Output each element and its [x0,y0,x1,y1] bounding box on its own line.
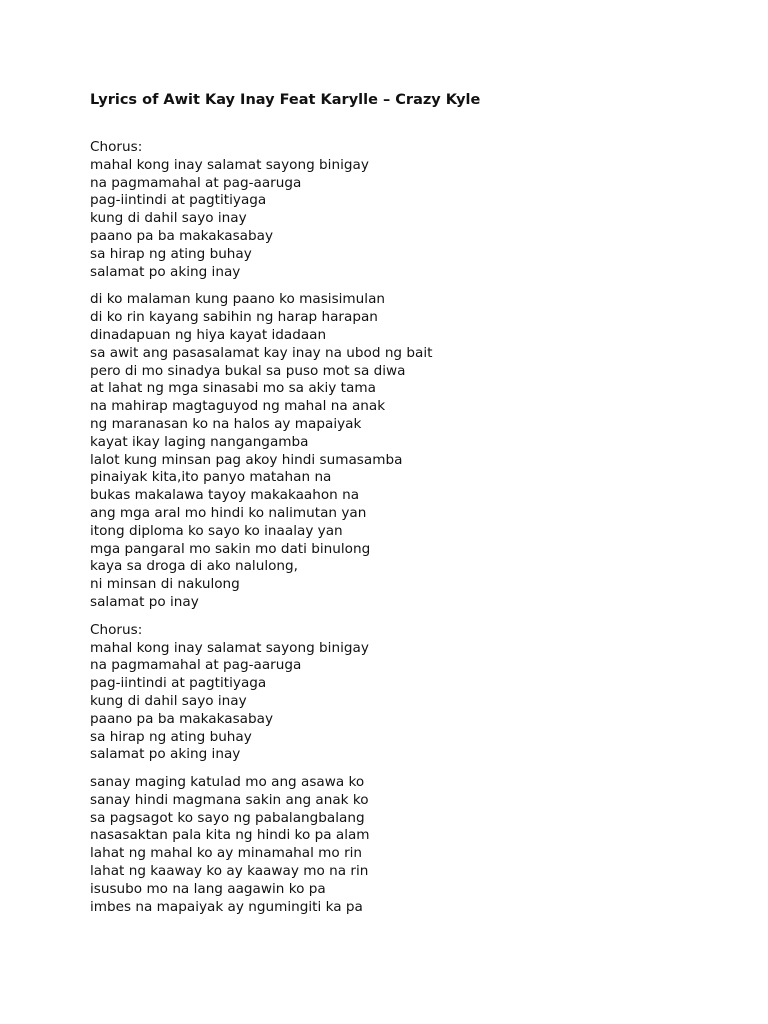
lyric-line: Chorus: [90,139,143,155]
lyrics-section-verse-1 [90,291,730,611]
lyric-line: sa pagsagot ko sayo ng pabalangbalang [90,809,365,826]
lyric-line: kung di dahil sayo inay [90,692,247,709]
document-title: Lyrics of Awit Kay Inay Feat Karylle – Crazy Kyle [90,92,481,108]
lyric-line: kung di dahil sayo inay [90,210,247,227]
lyrics-section-verse-2 [90,774,730,916]
lyric-line: na mahirap magtaguyod ng mahal na anak [90,398,386,415]
lyric-line: lahat ng mahal ko ay minamahal mo rin [90,845,363,862]
lyric-line: lalot kung minsan pag akoy hindi sumasamba [90,451,403,468]
lyric-line: lahat ng kaaway ko ay kaaway mo na rin [90,863,369,880]
lyric-line: imbes na mapaiyak ay ngumingiti ka pa [90,898,363,915]
lyric-line: isusubo mo na lang aagawin ko pa [90,880,326,897]
lyric-line: at lahat ng mga sinasabi mo sa akiy tama [90,380,376,397]
lyric-line: kayat ikay laging nangangamba [90,433,309,450]
lyric-line: di ko rin kayang sabihin ng harap harapan [90,309,378,326]
lyric-line: pag-iintindi at pagtitiyaga [90,192,267,209]
lyric-line: dinadapuan ng hiya kayat idadaan [90,326,327,343]
document-page [90,90,730,916]
lyric-line: sa hirap ng ating buhay [90,245,252,262]
lyric-line: salamat po aking inay [90,263,241,280]
lyric-line: sanay maging katulad mo ang asawa ko [90,774,365,791]
lyric-line: paano pa ba makakasabay [90,710,274,727]
lyric-line: mahal kong inay salamat sayong binigay [90,639,369,656]
lyric-line: salamat po inay [90,593,199,610]
lyric-line: bukas makalawa tayoy makakaahon na [90,487,360,504]
lyric-line: ang mga aral mo hindi ko nalimutan yan [90,504,367,521]
lyric-line: ng maranasan ko na halos ay mapaiyak [90,415,362,432]
lyric-line: Chorus: [90,621,143,638]
lyric-line: ni minsan di nakulong [90,576,240,593]
lyric-line: sanay hindi magmana sakin ang anak ko [90,791,369,808]
lyric-line: pinaiyak kita,ito panyo matahan na [90,469,332,486]
lyric-line: di ko malaman kung paano ko masisimulan [90,291,386,308]
lyric-line: kaya sa droga di ako nalulong, [90,558,298,575]
lyric-line: sa hirap ng ating buhay [90,728,252,745]
lyric-line: paano pa ba makakasabay [90,227,274,244]
lyric-line: mga pangaral mo sakin mo dati binulong [90,540,371,557]
lyric-line: nasasaktan pala kita ng hindi ko pa alam [90,827,370,844]
lyric-line: na pagmamahal at pag-aaruga [90,174,302,191]
lyric-line: na pagmamahal at pag-aaruga [90,657,302,674]
lyric-line: pag-iintindi at pagtitiyaga [90,675,267,692]
lyric-line: salamat po aking inay [90,746,241,763]
lyric-line: mahal kong inay salamat sayong binigay [90,156,369,173]
lyric-line: pero di mo sinadya bukal sa puso mot sa diwa [90,362,406,379]
lyric-line: sa awit ang pasasalamat kay inay na ubod ng bait [90,344,433,361]
lyrics-section-chorus [90,139,730,281]
lyrics-section-chorus-repeat [90,622,730,764]
lyric-line: itong diploma ko sayo ko inaalay yan [90,522,343,539]
